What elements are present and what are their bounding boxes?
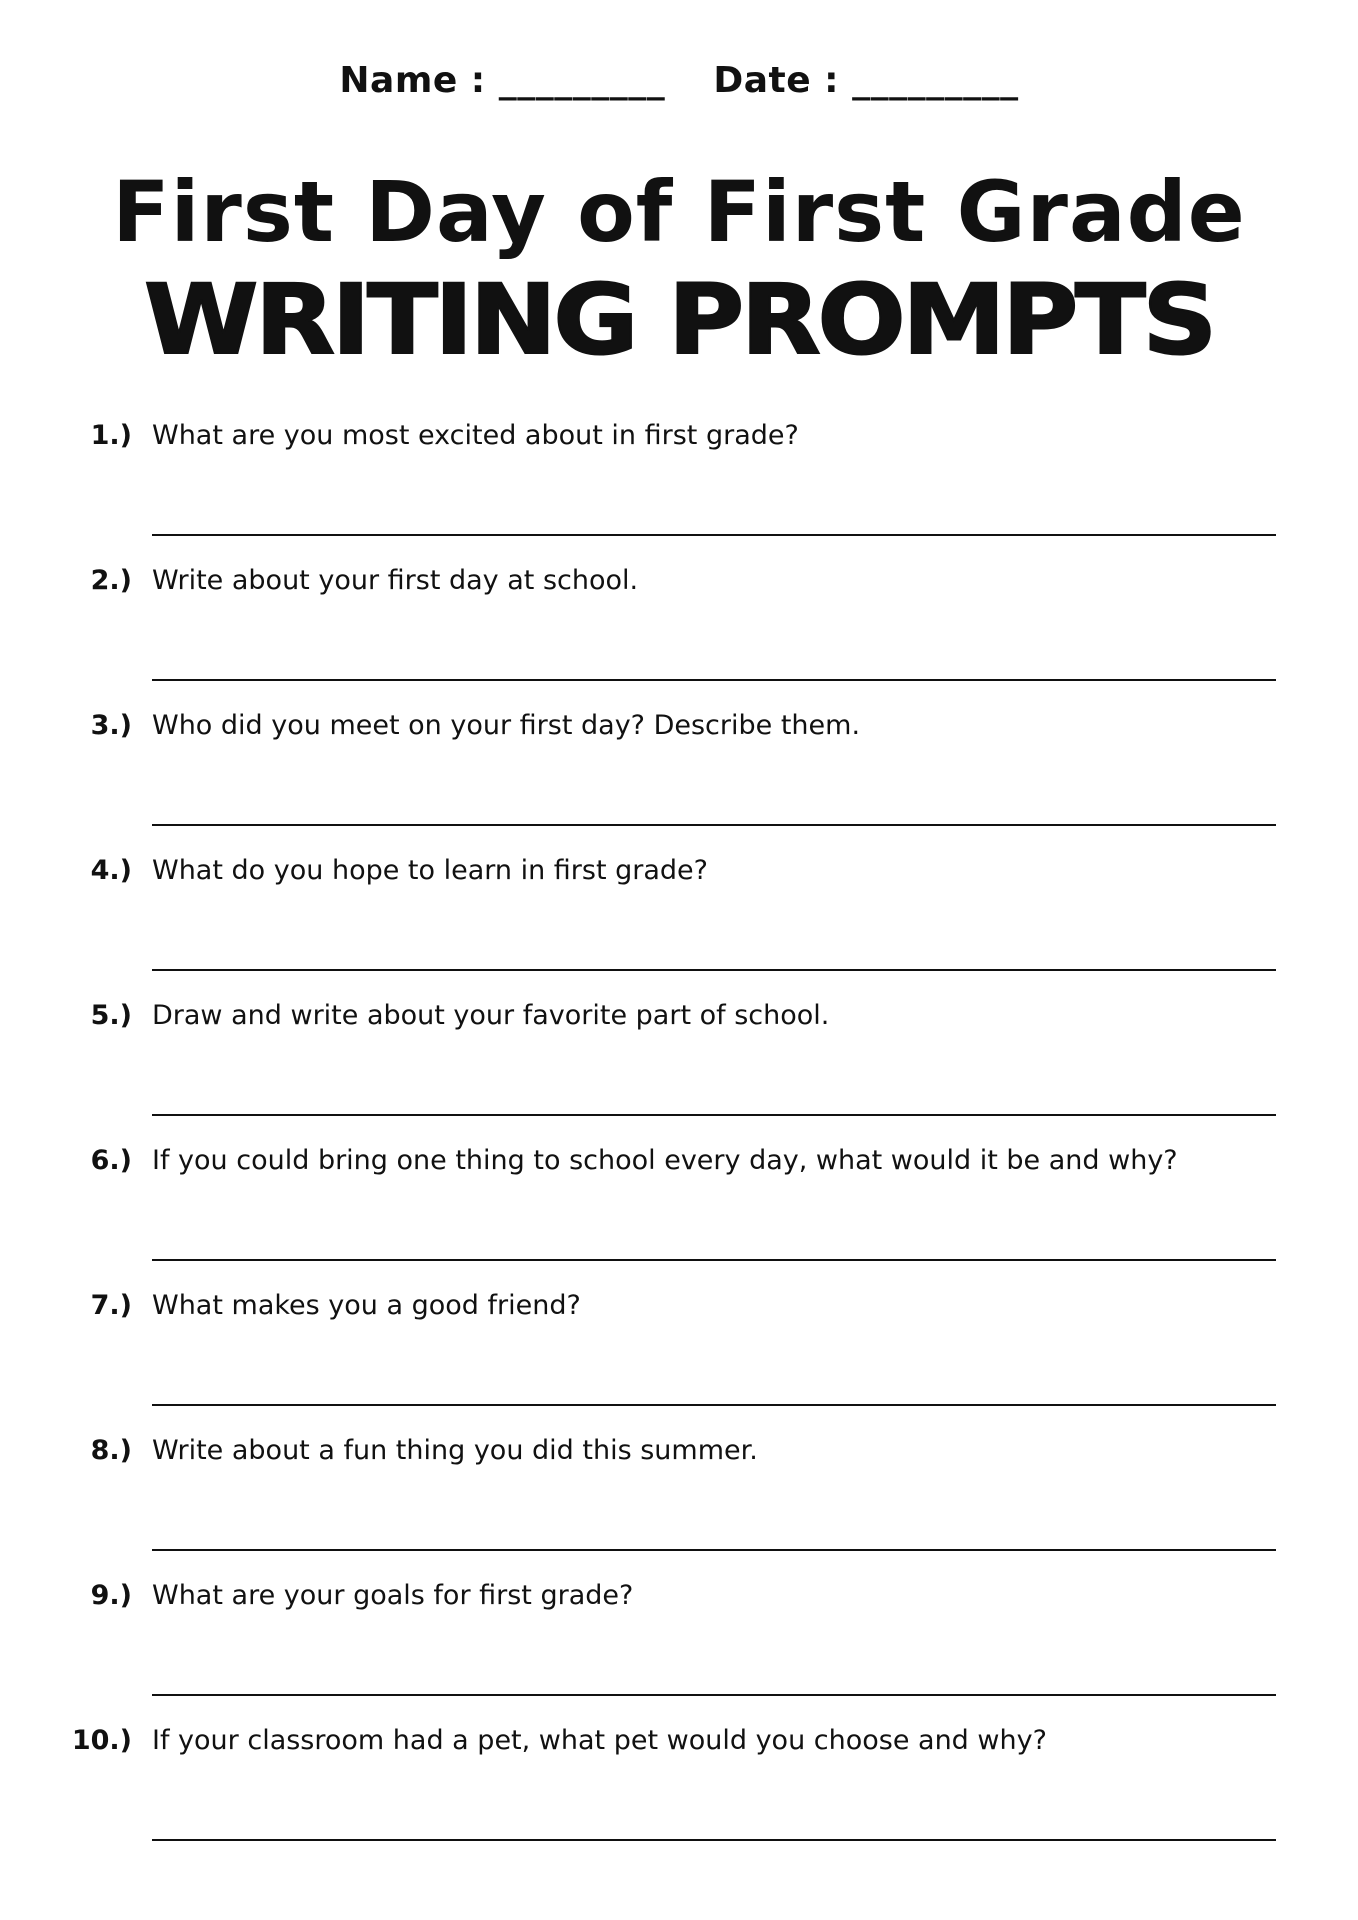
- prompt-text: If you could bring one thing to school every day, what would it be and why?: [152, 1145, 1178, 1176]
- prompt-number: 5.): [90, 1000, 132, 1031]
- prompt-item: [0, 1723, 1358, 1868]
- prompt-text: If your classroom had a pet, what pet would you choose and why?: [152, 1725, 1047, 1756]
- prompt-item: [0, 418, 1358, 563]
- prompt-item: [0, 1433, 1358, 1578]
- prompt-item: [0, 998, 1358, 1143]
- prompt-text: What makes you a good friend?: [152, 1290, 581, 1321]
- prompt-item: [0, 1288, 1358, 1433]
- worksheet-subtitle: WRITING PROMPTS: [144, 264, 1214, 376]
- prompt-text: What are you most excited about in first grade?: [152, 420, 799, 451]
- prompt-text: Who did you meet on your first day? Describe them.: [152, 710, 861, 741]
- answer-line[interactable]: [152, 534, 1276, 536]
- date-blank[interactable]: _________: [852, 60, 1019, 101]
- prompt-item: [0, 563, 1358, 708]
- prompt-number: 8.): [90, 1435, 132, 1466]
- prompt-text: Draw and write about your favorite part of school.: [152, 1000, 830, 1031]
- prompt-list: [0, 418, 1358, 1868]
- prompt-text: Write about a fun thing you did this summer.: [152, 1435, 758, 1466]
- prompt-number: 9.): [90, 1580, 132, 1611]
- answer-line[interactable]: [152, 1404, 1276, 1406]
- prompt-number: 4.): [90, 855, 132, 886]
- name-date-header: [0, 60, 1358, 101]
- prompt-number: 1.): [90, 420, 132, 451]
- answer-line[interactable]: [152, 1259, 1276, 1261]
- answer-line[interactable]: [152, 679, 1276, 681]
- name-label: Name :: [339, 60, 486, 101]
- prompt-text: Write about your first day at school.: [152, 565, 639, 596]
- answer-line[interactable]: [152, 824, 1276, 826]
- answer-line[interactable]: [152, 1694, 1276, 1696]
- answer-line[interactable]: [152, 1549, 1276, 1551]
- prompt-item: [0, 708, 1358, 853]
- answer-line[interactable]: [152, 1839, 1276, 1841]
- worksheet-title: First Day of First Grade: [112, 163, 1246, 261]
- answer-line[interactable]: [152, 969, 1276, 971]
- date-label: Date :: [713, 60, 840, 101]
- prompt-number: 6.): [90, 1145, 132, 1176]
- prompt-number: 2.): [90, 565, 132, 596]
- prompt-item: [0, 853, 1358, 998]
- name-blank[interactable]: _________: [498, 60, 666, 101]
- answer-line[interactable]: [152, 1114, 1276, 1116]
- prompt-number: 10.): [71, 1725, 132, 1756]
- prompt-text: What are your goals for first grade?: [152, 1580, 634, 1611]
- prompt-item: [0, 1143, 1358, 1288]
- prompt-item: [0, 1578, 1358, 1723]
- prompt-number: 7.): [90, 1290, 132, 1321]
- prompt-text: What do you hope to learn in first grade?: [152, 855, 708, 886]
- prompt-number: 3.): [90, 710, 132, 741]
